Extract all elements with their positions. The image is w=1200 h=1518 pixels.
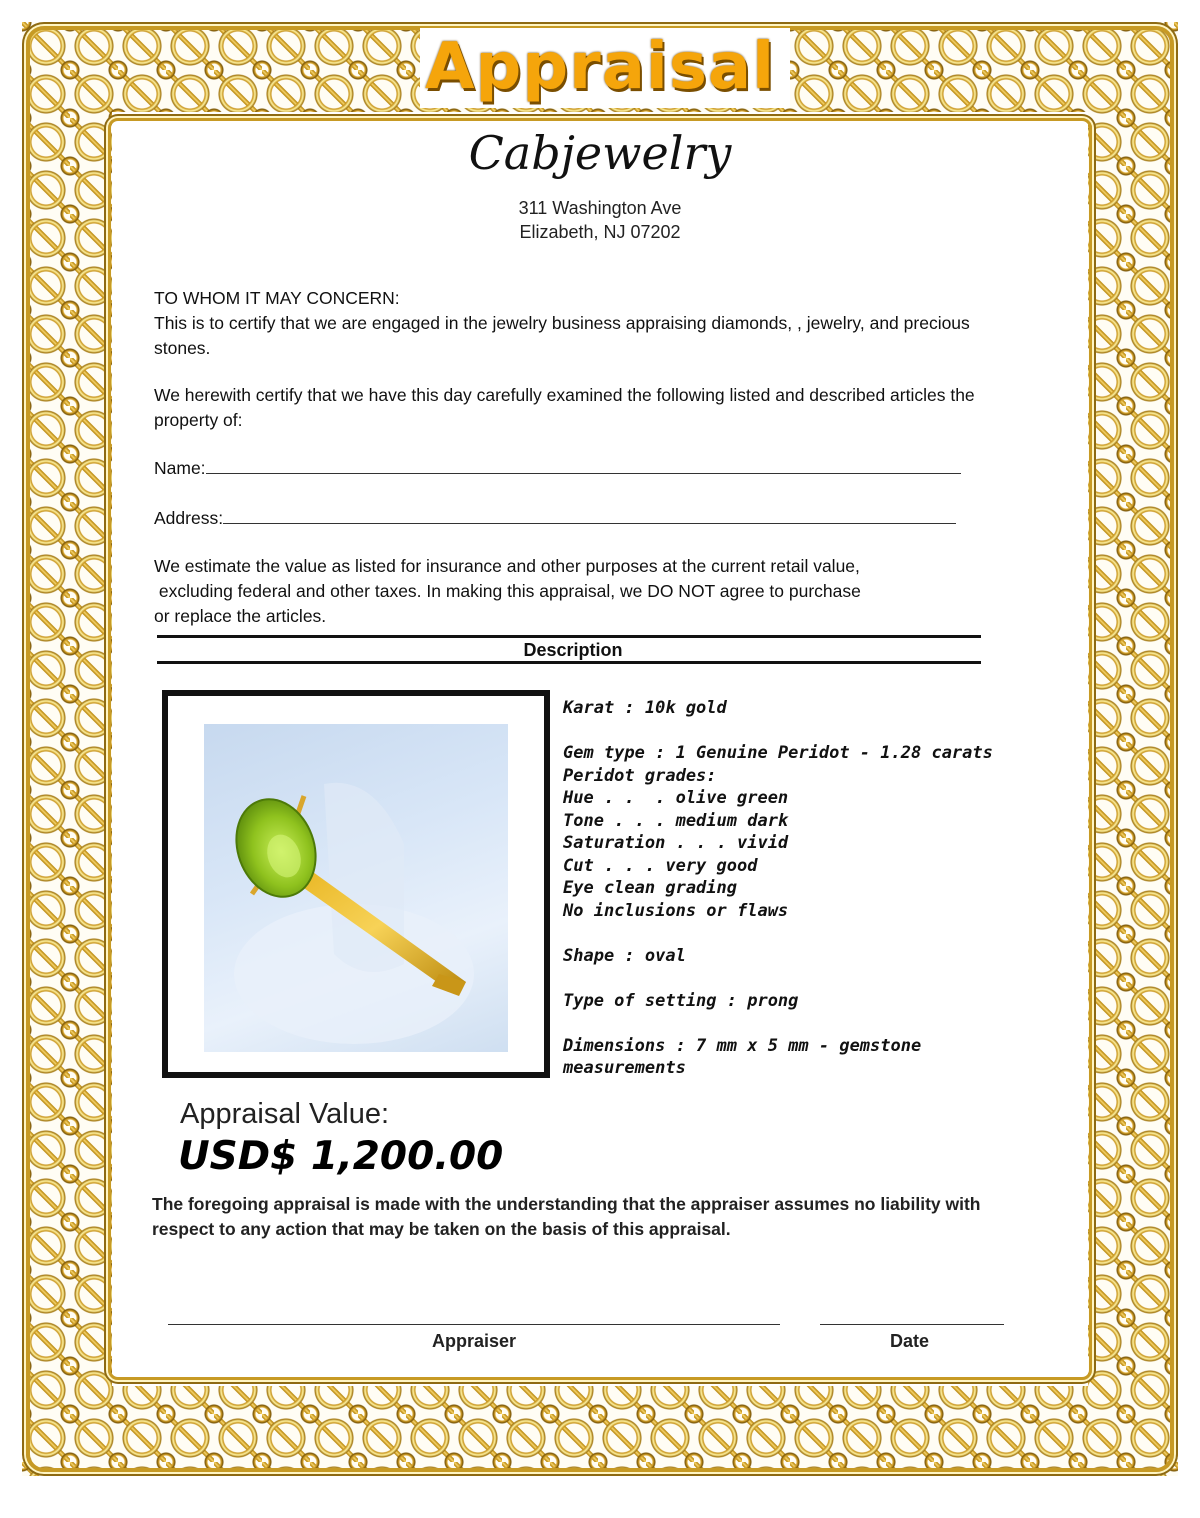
- certify-paragraph: This is to certify that we are engaged in the jewelry business appraising diamonds, , jewelry, and precious stones.: [154, 313, 970, 358]
- spec-saturation: Saturation . . . vivid: [563, 833, 789, 853]
- spec-setting: Type of setting : prong: [563, 990, 799, 1011]
- brand-name: Cabjewelry: [468, 126, 732, 180]
- spec-karat: Karat : 10k gold: [563, 698, 727, 718]
- spec-gem-type: Gem type : 1 Genuine Peridot - 1.28 carats: [563, 743, 993, 763]
- estimate-line-2: excluding federal and other taxes. In making this appraisal, we DO NOT agree to purchase: [154, 581, 861, 601]
- name-label: Name:: [154, 458, 206, 478]
- spec-tone: Tone . . . medium dark: [563, 810, 789, 831]
- peridot-ring-photo: [204, 724, 508, 1052]
- appraiser-label: Appraiser: [432, 1331, 517, 1351]
- description-heading: Description: [523, 640, 623, 660]
- estimate-line-3: or replace the articles.: [154, 606, 327, 626]
- examined-paragraph: We herewith certify that we have this day carefully examined the following listed and described articles the property of:: [154, 385, 975, 430]
- date-label: Date: [890, 1331, 930, 1351]
- appraisal-value-label: Appraisal Value:: [180, 1098, 390, 1130]
- address-line-2: Elizabeth, NJ 07202: [519, 222, 681, 242]
- ring-photo-frame: [162, 690, 550, 1078]
- address-input-line: [223, 507, 956, 524]
- name-field: [154, 456, 984, 481]
- spec-dimensions-2: measurements: [563, 1058, 686, 1078]
- spec-shape: Shape : oval: [563, 945, 686, 966]
- spec-inclusions: No inclusions or flaws: [563, 900, 789, 921]
- gem-specifications: [563, 697, 1033, 1080]
- description-rule-top: [157, 635, 981, 638]
- date-signature-line: [820, 1324, 1004, 1325]
- certificate-title: Appraisal: [424, 30, 776, 104]
- description-rule-bottom: [157, 661, 981, 664]
- appraiser-signature-line: [168, 1324, 780, 1325]
- spec-cut: Cut . . . very good: [563, 855, 758, 876]
- spec-grades-heading: Peridot grades:: [563, 765, 717, 786]
- spec-hue: Hue . . . olive green: [563, 788, 789, 808]
- address-line-1: 311 Washington Ave: [518, 198, 682, 218]
- salutation: TO WHOM IT MAY CONCERN:: [154, 288, 400, 308]
- spec-dimensions-1: Dimensions : 7 mm x 5 mm - gemstone: [563, 1035, 922, 1056]
- liability-disclaimer: The foregoing appraisal is made with the understanding that the appraiser assumes no liability with respect to any action that may be taken on the basis of this appraisal.: [152, 1194, 981, 1239]
- appraisal-value-amount: USD$ 1,200.00: [178, 1134, 504, 1179]
- estimate-line-1: We estimate the value as listed for insurance and other purposes at the current retail value,: [154, 556, 860, 576]
- address-label: Address:: [154, 508, 224, 528]
- address-field: [154, 506, 984, 531]
- name-input-line: [206, 457, 961, 474]
- spec-eye-clean: Eye clean grading: [563, 878, 737, 898]
- peridot-ring-image: [204, 724, 508, 1052]
